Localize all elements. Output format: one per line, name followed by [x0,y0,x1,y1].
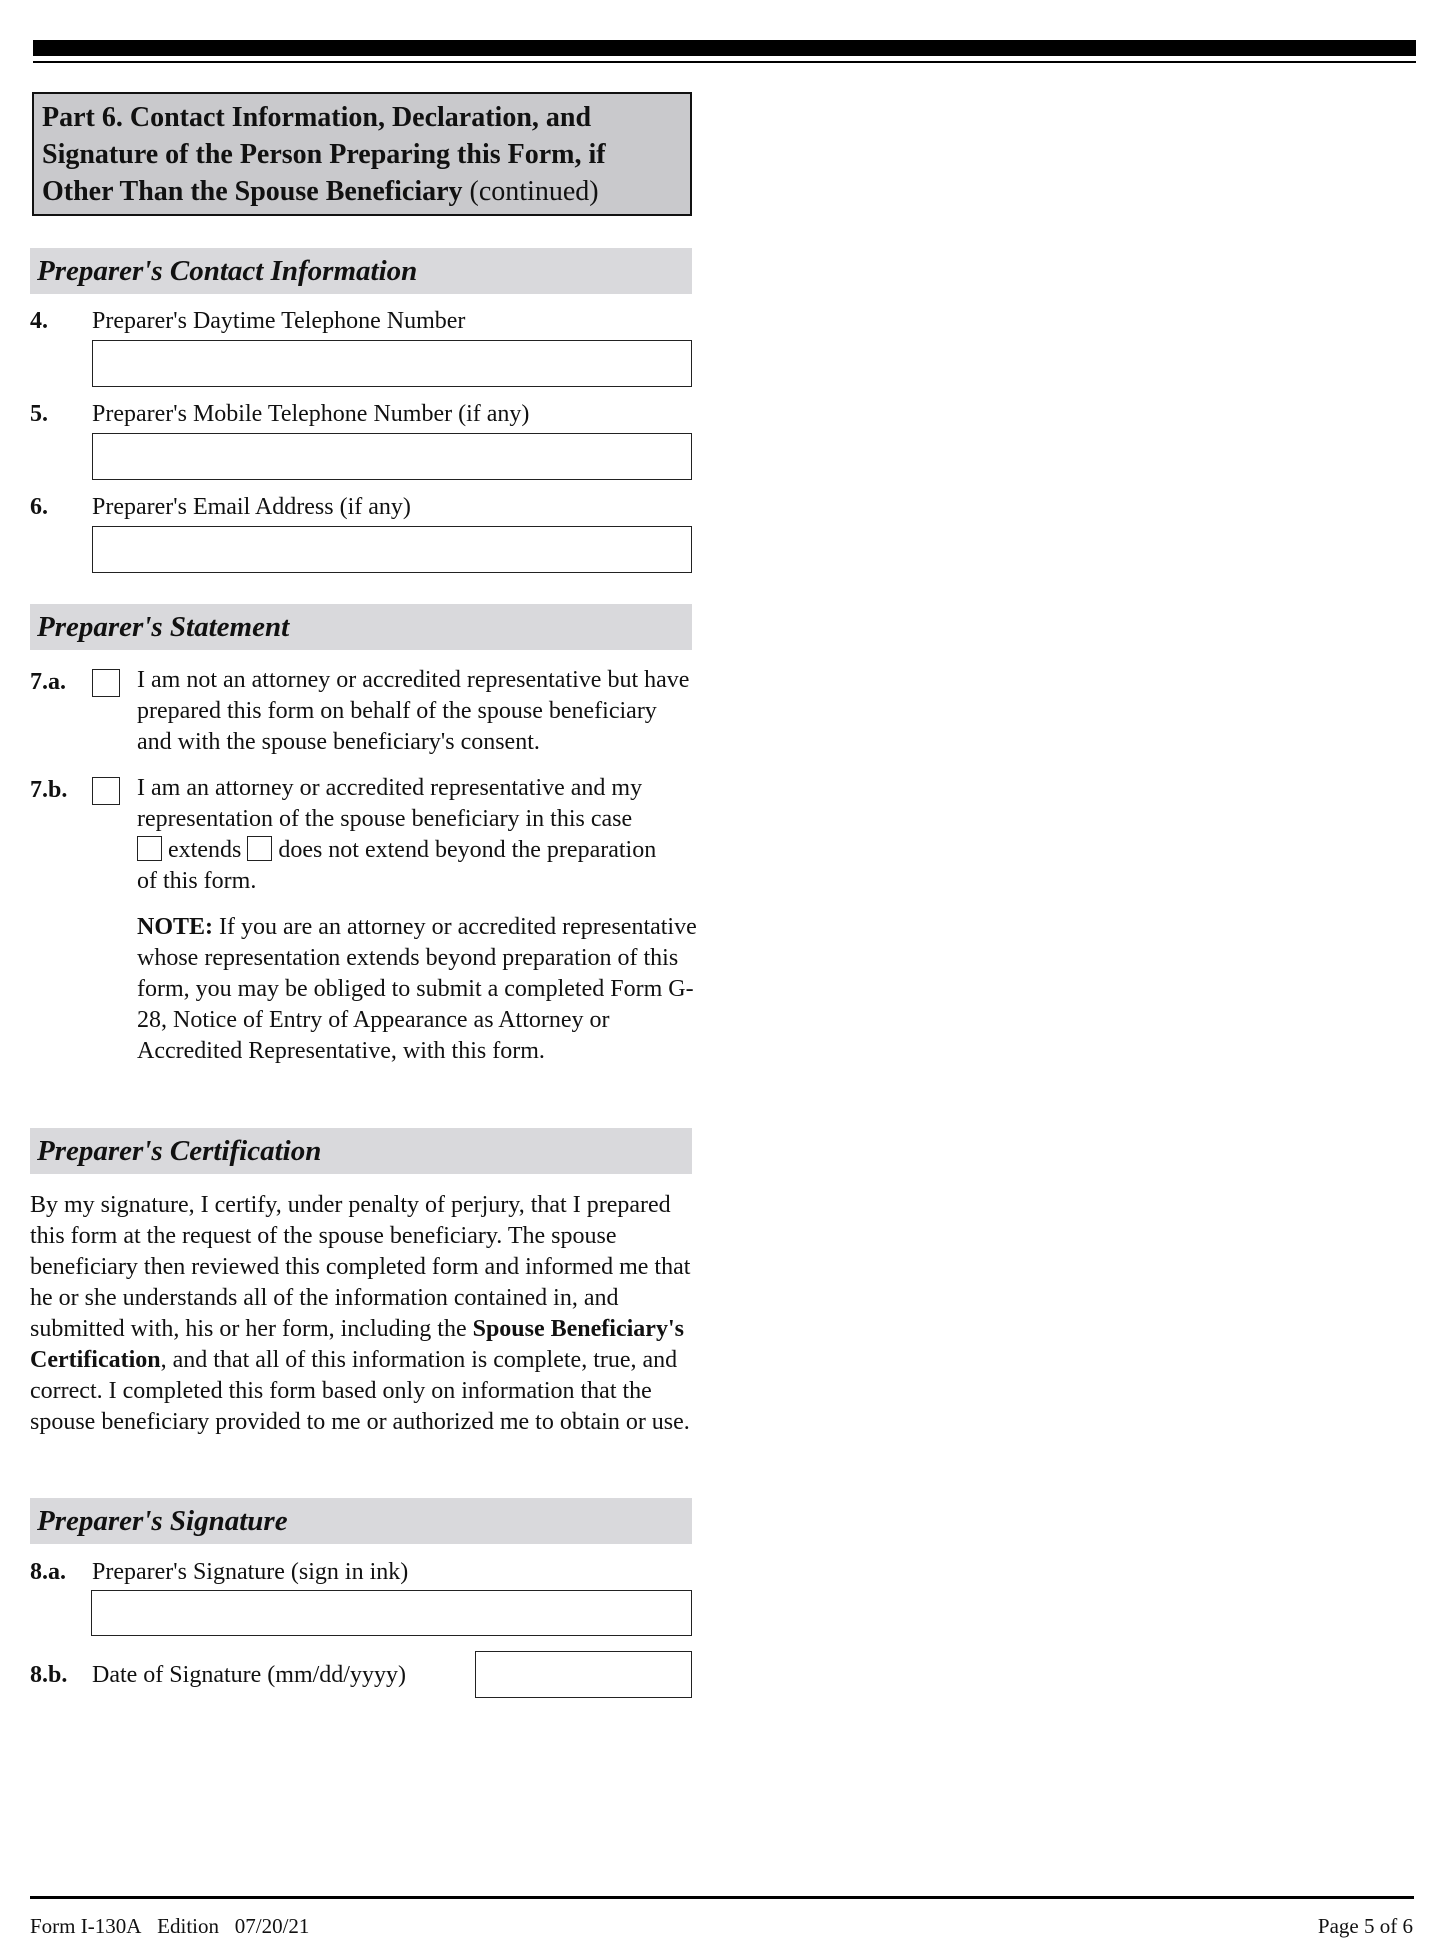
note-text: If you are an attorney or accredited representative whose representation extends beyond preparation of this form, you may be obliged to submit a completed Form G-28, Notice of Entry of Appearance as Attorney or Accredited Representative, with this form. [137,914,697,1064]
part-header [32,92,692,216]
footer-rule [30,1896,1414,1899]
section-certification-heading: Preparer's Certification [30,1128,692,1174]
q4-label: Preparer's Daytime Telephone Number [92,308,466,334]
q8a-number: 8.a. [30,1559,66,1585]
certification-text-2: , and that all of this information is complete, true, and correct. I completed this form based only on information that the spouse beneficiary provided to me or authorized me to obtain or use. [30,1347,690,1435]
q6-number: 6. [30,494,48,520]
q7a-text: I am not an attorney or accredited representative but have prepared this form on behalf of the spouse beneficiary and with the spouse beneficiary's consent. [137,667,690,755]
extends-checkbox[interactable] [137,836,162,861]
part-title: Part 6. Contact Information, Declaration, and Signature of the Person Preparing this Form, if Other Than the Spouse Beneficiary [42,102,606,207]
not-extend-checkbox[interactable] [247,836,272,861]
q5-label: Preparer's Mobile Telephone Number (if any) [92,401,530,427]
q7b-number: 7.b. [30,777,68,803]
top-rule-thin [33,61,1416,63]
certification-text [30,1190,696,1438]
footer-edition-label: Edition [157,1914,220,1938]
q7a-checkbox[interactable] [92,669,120,697]
q7b-checkbox[interactable] [92,777,120,805]
q6-label: Preparer's Email Address (if any) [92,494,411,520]
section-signature-heading: Preparer's Signature [30,1498,692,1544]
q7b-text: I am an attorney or accredited representative and my representation of the spouse beneficiary in this case [137,775,643,832]
q7a-number: 7.a. [30,669,66,695]
certification-text-1: By my signature, I certify, under penalty of perjury, that I prepared this form at the request of the spouse beneficiary. The spouse beneficiary then reviewed this completed form and informed me that he or she understands all of the information contained in, and submitted with, his or her form, including the [30,1192,691,1342]
footer-edition-date: 07/20/21 [234,1914,310,1938]
top-rule-thick [33,40,1416,56]
q7b-block [137,773,697,897]
signature-date-field[interactable] [475,1651,692,1698]
q7b-tail: of this form. [137,868,257,894]
footer-page-number: Page 5 of 6 [1317,1914,1413,1938]
q8b-number: 8.b. [30,1662,68,1688]
daytime-phone-field[interactable] [92,340,692,387]
q4-number: 4. [30,308,48,334]
q8a-label: Preparer's Signature (sign in ink) [92,1559,409,1585]
q8b-label: Date of Signature (mm/dd/yyyy) [92,1662,406,1688]
note-block [137,912,697,1067]
section-statement-heading: Preparer's Statement [30,604,692,650]
footer-form: Form I-130A [30,1914,142,1938]
email-field[interactable] [92,526,692,573]
q5-number: 5. [30,401,48,427]
part-suffix: (continued) [462,176,599,207]
mobile-phone-field[interactable] [92,433,692,480]
signature-field[interactable] [91,1590,692,1636]
certification-bold: Spouse Beneficiary's Certification [30,1316,684,1373]
not-extend-label: does not extend beyond the preparation [278,837,657,863]
footer-left-text [30,1913,309,1939]
extends-label: extends [168,837,242,863]
section-contact-heading: Preparer's Contact Information [30,248,692,294]
note-label: NOTE: [137,914,214,940]
